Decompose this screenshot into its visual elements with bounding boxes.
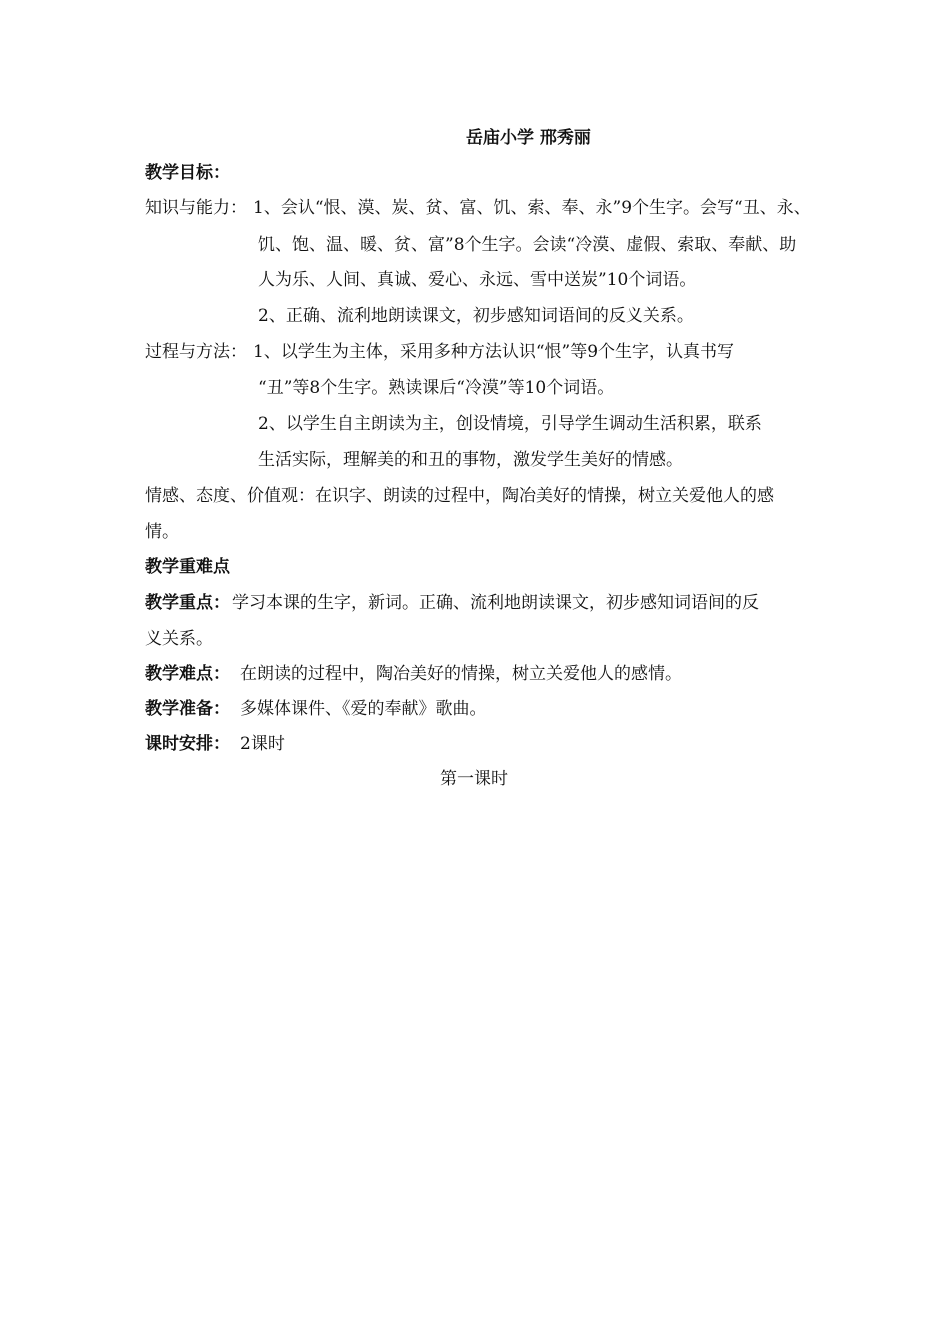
- school-author-header: 岳庙小学 邢秀丽: [466, 128, 591, 148]
- knowledge-label: 知识与能力：: [145, 198, 247, 218]
- focus-label: 教学重点：: [145, 593, 230, 613]
- knowledge-line-3: 人为乐、人间、真诚、爱心、永远、雪中送炭”10个词语。: [258, 270, 697, 290]
- process-label: 过程与方法：: [145, 342, 247, 362]
- emotion-line-1: 在识字、朗读的过程中，陶冶美好的情操，树立关爱他人的感: [315, 486, 774, 506]
- preparation-text: 多媒体课件、《爱的奉献》歌曲。: [240, 699, 487, 719]
- difficulty-text: 在朗读的过程中，陶冶美好的情操，树立关爱他人的感情。: [240, 664, 682, 684]
- section-title: 第一课时: [440, 769, 508, 789]
- process-line-3: 2、以学生自主朗读为主，创设情境，引导学生调动生活积累，联系: [258, 414, 762, 434]
- schedule-text: 2课时: [240, 734, 285, 754]
- knowledge-line-2: 饥、饱、温、暖、贫、富”8个生字。会读“冷漠、虚假、索取、奉献、助: [258, 235, 797, 255]
- focus-line-1: 学习本课的生字，新词。正确、流利地朗读课文，初步感知词语间的反: [232, 593, 759, 613]
- knowledge-line-1: 1、会认“恨、漠、炭、贫、富、饥、索、奉、永”9个生字。会写“丑、永、: [253, 198, 811, 218]
- key-points-heading: 教学重难点: [145, 557, 230, 577]
- emotion-line-2: 情。: [145, 522, 179, 542]
- process-line-4: 生活实际，理解美的和丑的事物，激发学生美好的情感。: [258, 450, 683, 470]
- knowledge-line-4: 2、正确、流利地朗读课文，初步感知词语间的反义关系。: [258, 306, 694, 326]
- difficulty-label: 教学难点：: [145, 664, 230, 684]
- preparation-label: 教学准备：: [145, 699, 230, 719]
- focus-line-2: 义关系。: [145, 629, 213, 649]
- process-line-2: “丑”等8个生字。熟读课后“冷漠”等10个词语。: [258, 378, 615, 398]
- emotion-label: 情感、态度、价值观：: [145, 486, 315, 506]
- objectives-heading: 教学目标：: [145, 163, 230, 183]
- schedule-label: 课时安排：: [145, 734, 230, 754]
- process-line-1: 1、以学生为主体，采用多种方法认识“恨”等9个生字，认真书写: [253, 342, 735, 362]
